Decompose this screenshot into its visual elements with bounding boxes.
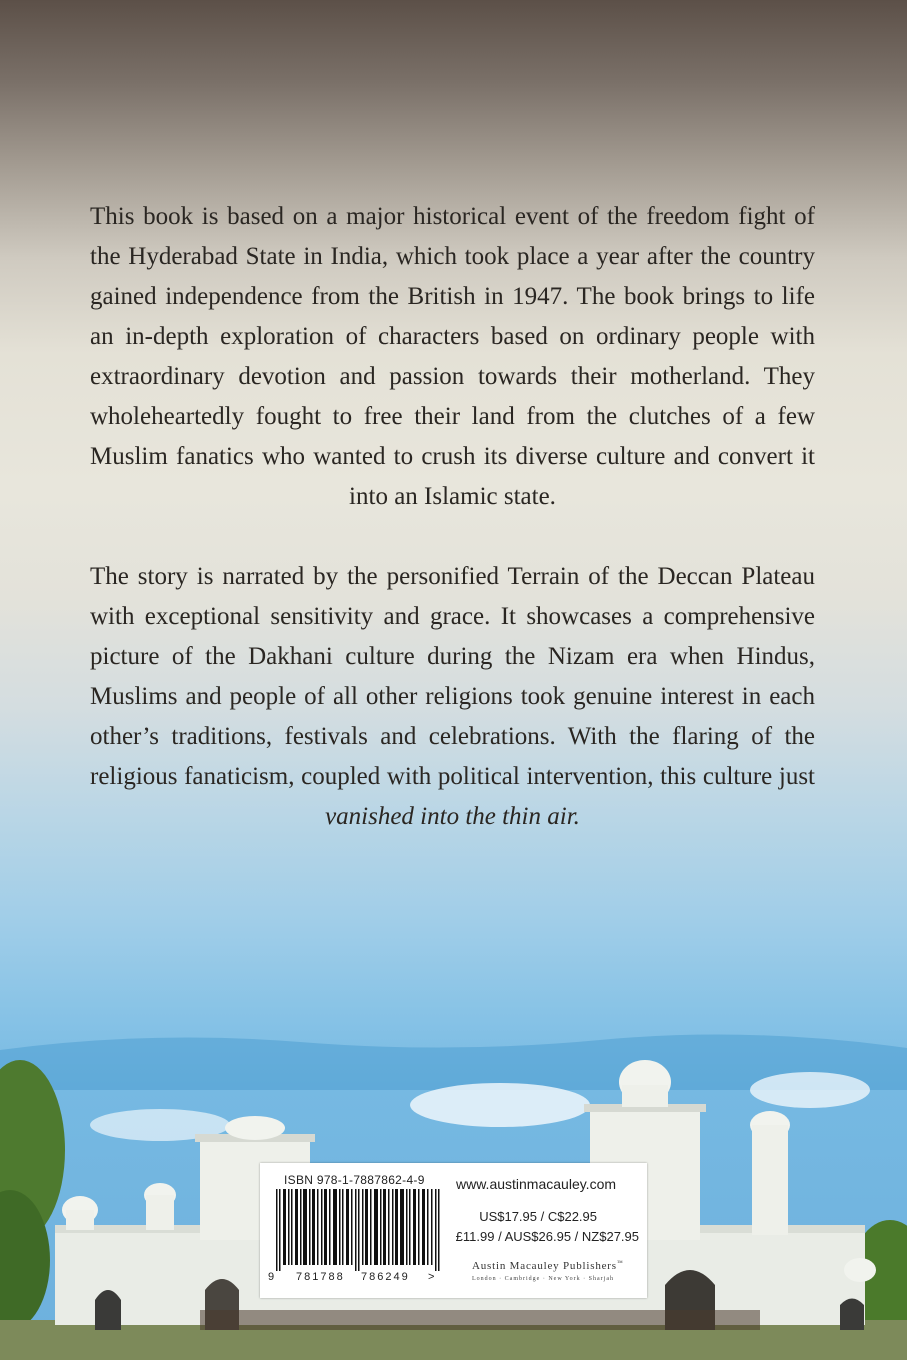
ean-first-digit: 9 (268, 1271, 275, 1283)
blurb-text-1: This book is based on a major historical event of the freedom fight of the Hyderabad State in India, which took place a year after the country gained independence from the British in 1947. The book brings to life an in-depth exploration of characters based on ordinary people with extraordinary devotion and passion towards their motherland. They wholeheartedly fought to free their land from the clutches of a few Muslim fanatics who wanted to crush its diverse culture and convert it into an Islamic state. (90, 203, 815, 510)
blurb-text-2-main: The story is narrated by the personified Terrain of the Deccan Plateau with exceptional sensitivity and grace. It showcases a comprehensive picture of the Dakhani culture during the Nizam era when Hindus, Muslims and people of all other religions took genuine interest in each other’s traditions, festivals and celebrations. With the flaring of the religious fanaticism, coupled with political intervention, this culture just (90, 563, 815, 790)
publisher-cities: London · Cambridge · New York · Sharjah (472, 1276, 614, 1282)
price-line-1: US$17.95 / C$22.95 (479, 1209, 597, 1224)
ean-group-2: 786249 (361, 1271, 410, 1283)
blurb-text-2-italic: vanished into the thin air. (325, 803, 580, 830)
ean-arrow: > (428, 1271, 435, 1283)
barcode-panel (260, 1163, 647, 1298)
isbn-text: ISBN 978-1-7887862-4-9 (284, 1173, 425, 1187)
publisher-name: Austin Macauley Publishers (472, 1260, 617, 1272)
trademark-symbol: ™ (616, 1260, 624, 1267)
publisher-logo (472, 1260, 624, 1272)
price-line-2: £11.99 / AUS$26.95 / NZ$27.95 (455, 1229, 639, 1244)
blurb-paragraph-1 (90, 197, 815, 517)
blurb-text-2 (90, 557, 815, 837)
barcode-icon (276, 1189, 446, 1271)
publisher-website: www.austinmacauley.com (456, 1176, 617, 1192)
ean-group-1: 781788 (296, 1271, 345, 1283)
blurb-paragraph-2 (90, 557, 815, 837)
